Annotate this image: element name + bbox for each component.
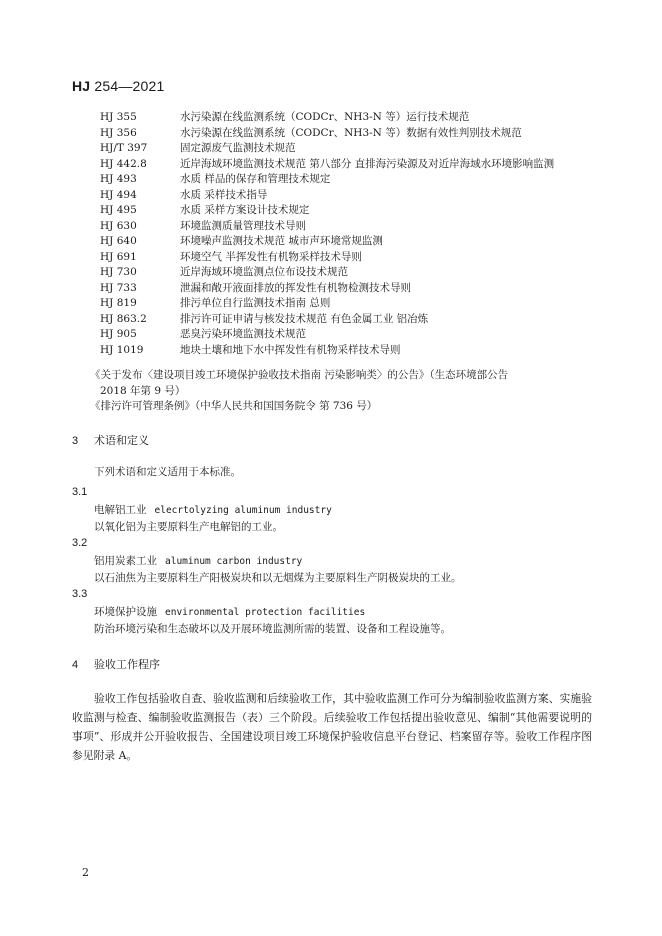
term-english: aluminum carbon industry: [165, 556, 303, 567]
law-line: 《排污许可管理条例》（中华人民共和国国务院令 第 736 号）: [90, 400, 378, 412]
reference-code: HJ 493: [100, 173, 137, 185]
reference-code: HJ 495: [100, 204, 137, 216]
reference-row: [100, 219, 590, 235]
term-heading: [94, 502, 332, 517]
law-line: 《关于发布〈建设项目竣工环境保护验收技术指南 污染影响类〉的公告》（生态环境部公告: [90, 369, 509, 381]
reference-row: [100, 172, 590, 188]
reference-row: [100, 203, 590, 219]
reference-row: [100, 281, 590, 297]
reference-title: 水质 采样技术指导: [180, 188, 268, 201]
reference-row: [100, 250, 590, 266]
term-definition: 以氧化铝为主要原料生产电解铝的工业。: [94, 521, 283, 533]
law-line: 2018 年第 9 号）: [100, 384, 186, 397]
reference-title: 排污单位自行监测技术指南 总则: [180, 297, 331, 309]
law-references: [90, 368, 590, 415]
term-definition: 防治环境污染和生态破坏以及开展环境监测所需的装置、设备和工程设施等。: [94, 623, 451, 635]
reference-code: HJ 863.2: [100, 312, 147, 325]
reference-row: [100, 188, 590, 204]
term-chinese: 环境保护设施: [94, 606, 157, 618]
terms-intro: 下列术语和定义适用于本标准。: [94, 466, 241, 478]
reference-code: HJ/T 397: [100, 142, 148, 154]
reference-row: [100, 327, 590, 343]
section-heading-4: [72, 656, 160, 672]
section-title: 术语和定义: [94, 435, 149, 447]
reference-list: [100, 110, 590, 358]
section-number: 3: [72, 435, 79, 447]
reference-title: 近岸海域环境监测点位布设技术规范: [180, 266, 348, 278]
section-number: 4: [72, 659, 79, 671]
term-heading: [94, 604, 365, 619]
reference-row: [100, 157, 590, 173]
term-number: 3.3: [72, 588, 88, 600]
reference-row: [100, 234, 590, 250]
section-title: 验收工作程序: [94, 659, 160, 671]
reference-row: [100, 110, 590, 126]
reference-title: 泄漏和敞开液面排放的挥发性有机物检测技术导则: [180, 281, 411, 294]
reference-code: HJ 442.8: [100, 157, 147, 170]
header-code: HJ: [72, 78, 91, 94]
reference-row: [100, 343, 590, 359]
reference-code: HJ 494: [100, 188, 137, 201]
reference-code: HJ 630: [100, 219, 137, 232]
page-number: 2: [82, 866, 89, 879]
reference-title: 水污染源在线监测系统（CODCr、NH3-N 等）运行技术规范: [180, 111, 470, 123]
reference-row: [100, 265, 590, 281]
reference-code: HJ 640: [100, 235, 137, 247]
term-number: 3.1: [72, 486, 88, 498]
reference-code: HJ 819: [100, 297, 137, 309]
reference-title: 环境噪声监测技术规范 城市声环境常规监测: [180, 235, 383, 247]
reference-code: HJ 905: [100, 328, 137, 340]
reference-title: 水质 采样方案设计技术规定: [180, 204, 310, 216]
reference-title: 固定源废气监测技术规范: [180, 142, 296, 154]
term-heading: [94, 553, 302, 568]
term-chinese: 电解铝工业: [94, 504, 147, 516]
reference-title: 水质 样品的保存和管理技术规定: [180, 173, 331, 185]
term-number: 3.2: [72, 537, 88, 549]
reference-code: HJ 1019: [100, 343, 144, 356]
reference-row: [100, 126, 590, 142]
term-english: elecrtolyzing aluminum industry: [154, 505, 332, 516]
term-definition: 以石油焦为主要原料生产阳极炭块和以无烟煤为主要原料生产阴极炭块的工业。: [94, 572, 462, 584]
reference-code: HJ 355: [100, 111, 137, 123]
reference-title: 地块土壤和地下水中挥发性有机物采样技术导则: [180, 343, 401, 356]
procedure-paragraph: 验收工作包括验收自查、验收监测和后续验收工作，其中验收监测工作可分为编制验收监测方案、实施验收监测与检查、编制验收监测报告（表）三个阶段。后续验收工作包括提出验收意见、编制“其他需要说明的事项”、形成并公开验收报告、全国建设项目竣工环境保护验收信息平台登记、档案留存等。验收工作程序图参见附录 A。: [72, 692, 592, 762]
header-number: 254—2021: [94, 78, 165, 94]
term-english: environmental protection facilities: [165, 607, 366, 618]
reference-title: 环境空气 半挥发性有机物采样技术导则: [180, 250, 362, 263]
reference-title: 近岸海域环境监测技术规范 第八部分 直排海污染源及对近岸海域水环境影响监测: [180, 157, 555, 170]
section-heading-3: [72, 432, 149, 448]
reference-code: HJ 356: [100, 126, 137, 139]
reference-title: 恶臭污染环境监测技术规范: [180, 328, 306, 340]
reference-code: HJ 691: [100, 250, 137, 263]
term-chinese: 铝用炭素工业: [94, 555, 157, 567]
reference-row: [100, 312, 590, 328]
reference-code: HJ 733: [100, 281, 137, 294]
reference-title: 水污染源在线监测系统（CODCr、NH3-N 等）数据有效性判别技术规范: [180, 126, 522, 139]
reference-title: 排污许可证申请与核发技术规范 有色金属工业 铝冶炼: [180, 312, 429, 325]
reference-code: HJ 730: [100, 266, 137, 278]
reference-row: [100, 296, 590, 312]
reference-row: [100, 141, 590, 157]
standard-code-header: [72, 78, 165, 94]
reference-title: 环境监测质量管理技术导则: [180, 219, 306, 232]
